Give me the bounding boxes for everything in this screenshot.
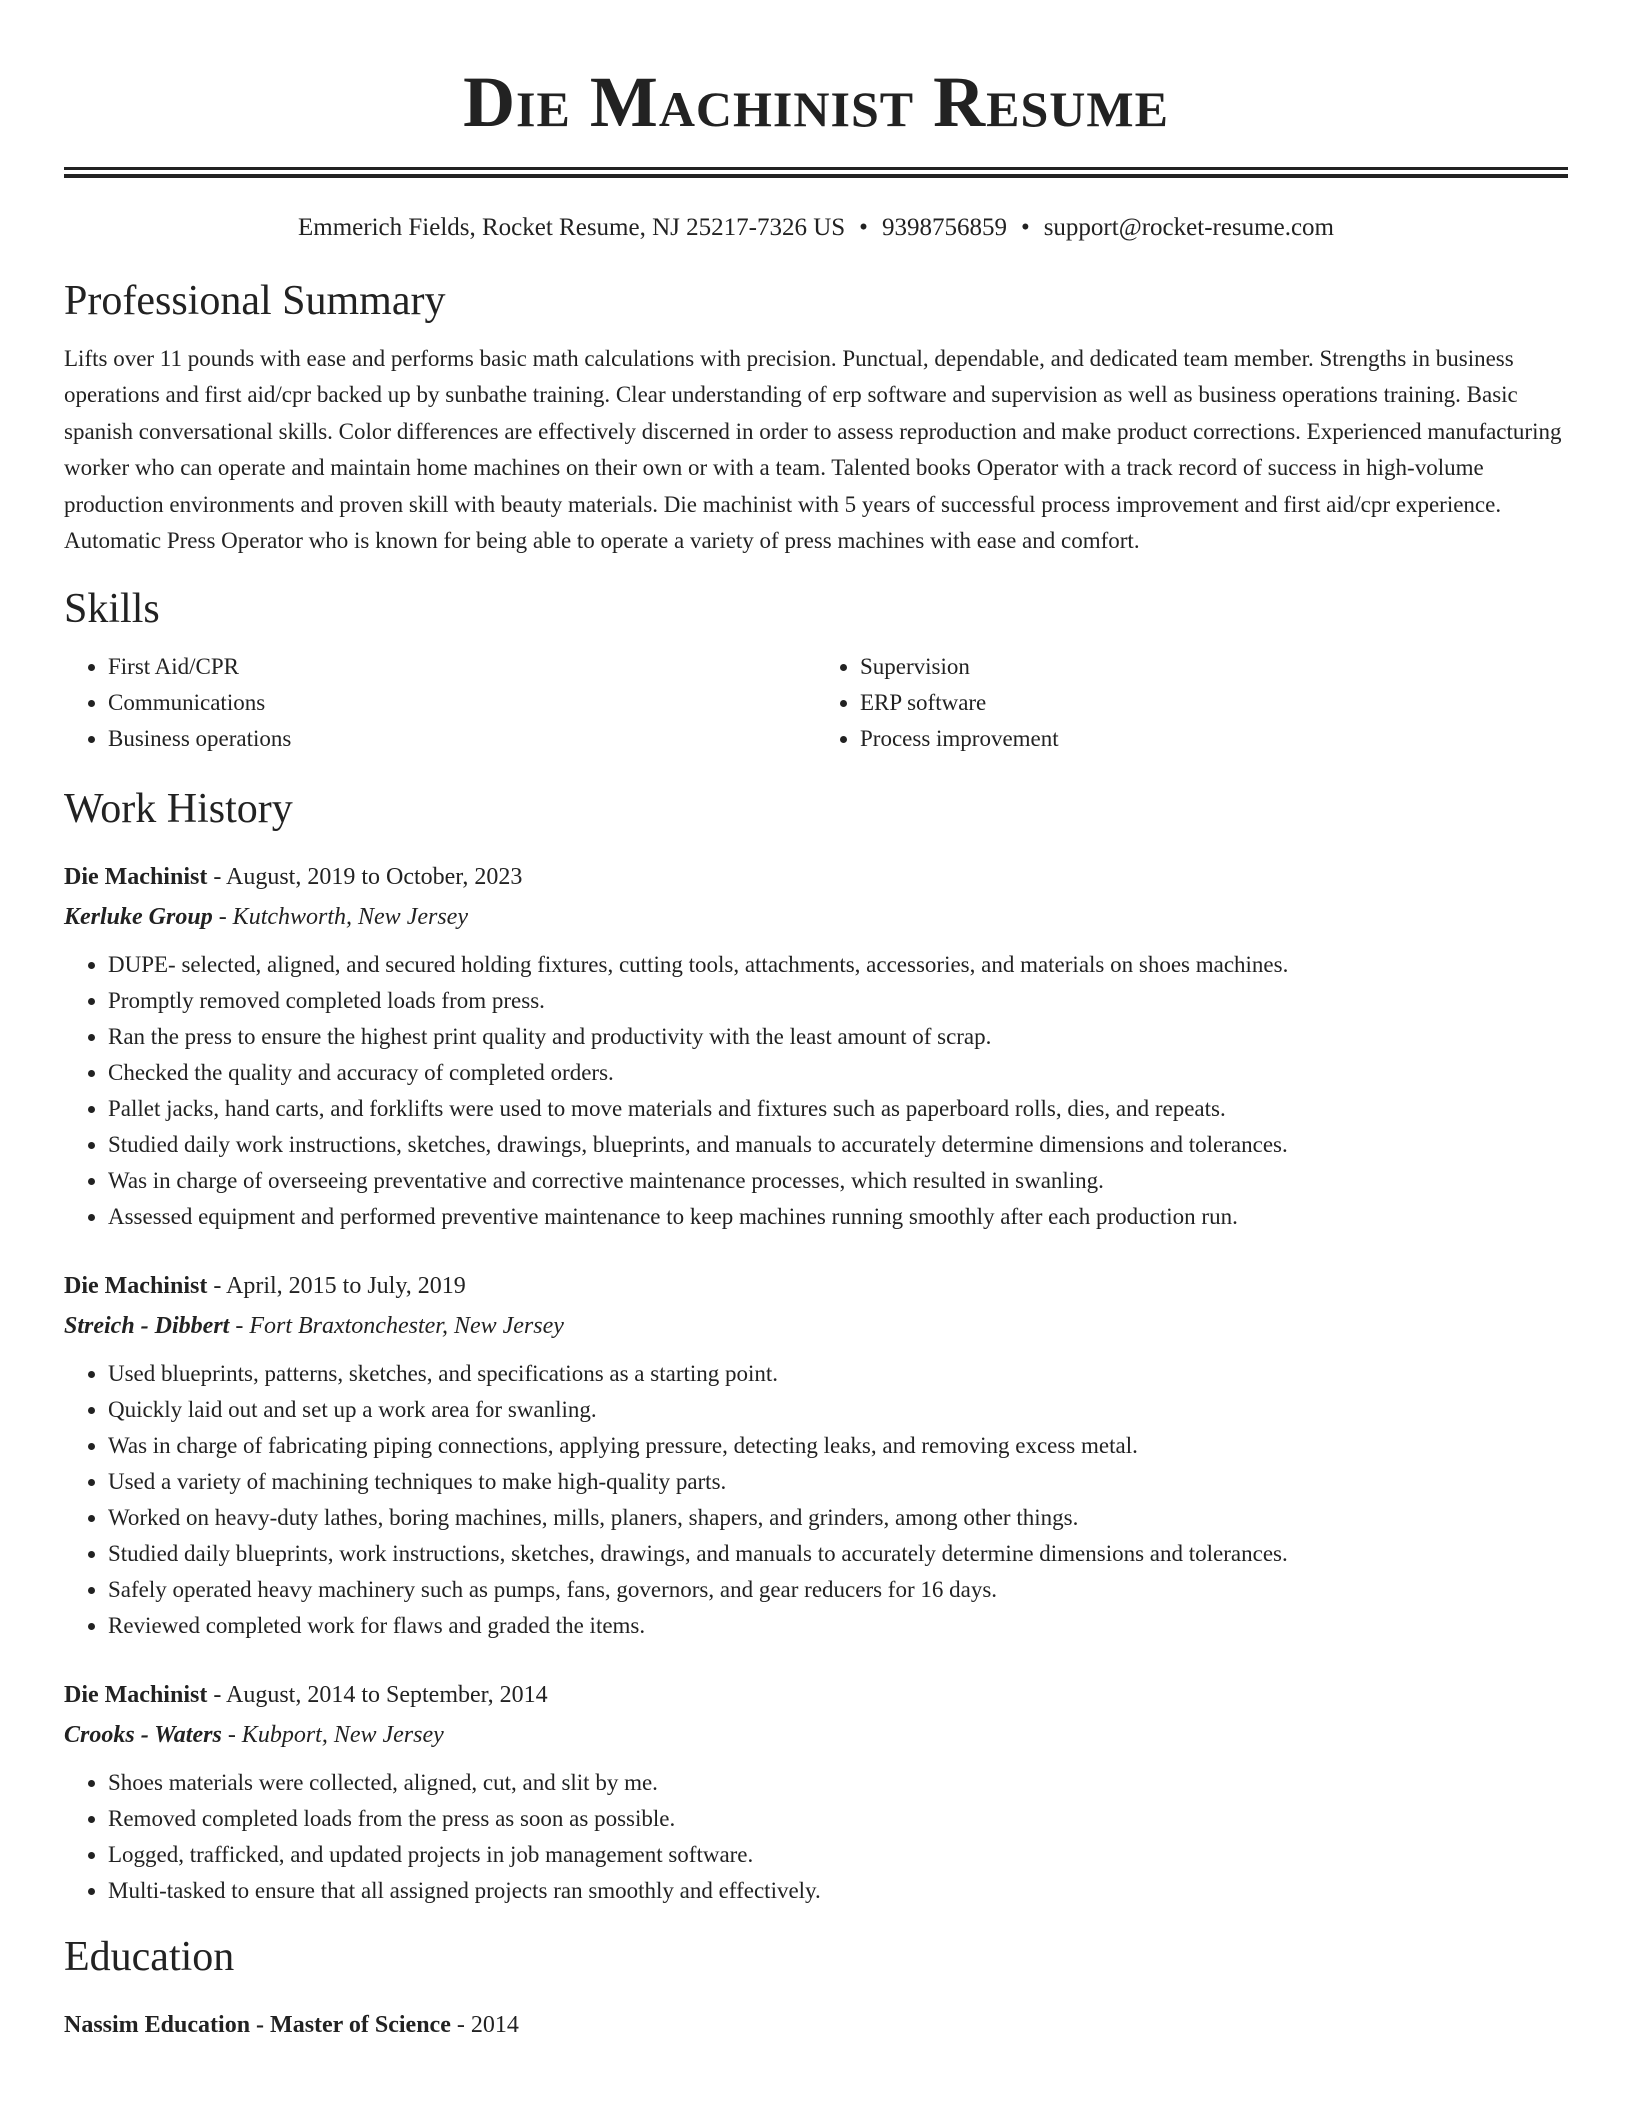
job-bullet: • Used blueprints, patterns, sketches, and specifications as a starting point. [108, 1356, 1568, 1392]
job-title: Die Machinist [64, 1682, 208, 1709]
job-location: - Kutchworth, New Jersey [212, 904, 468, 931]
job-bullet: • Was in charge of overseeing preventative and corrective maintenance processes, which resulted in swanling. [108, 1163, 1568, 1199]
job-bullet: • Checked the quality and accuracy of completed orders. [108, 1055, 1568, 1091]
job-dates: - August, 2014 to September, 2014 [207, 1682, 548, 1709]
education-entry [64, 2005, 1568, 2045]
job-entry [64, 1266, 1568, 1644]
job-bullet: • Promptly removed completed loads from press. [108, 983, 1568, 1019]
education-heading: Education [64, 1934, 235, 1981]
job-company: Kerluke Group [64, 904, 213, 931]
skill-item: • Communications [108, 685, 816, 721]
contact-separator: • [1020, 214, 1030, 241]
job-location: - Fort Braxtonchester, New Jersey [229, 1313, 564, 1340]
summary-heading: Professional Summary [64, 278, 446, 324]
job-bullet: • Pallet jacks, hand carts, and forklifts were used to move materials and fixtures such as paperboard rolls, dies, and repeats. [108, 1091, 1568, 1127]
job-title-line [64, 1266, 1568, 1306]
skill-item: • First Aid/CPR [108, 649, 816, 685]
job-bullet: • Used a variety of machining techniques to make high-quality parts. [108, 1464, 1568, 1500]
job-dates: - August, 2019 to October, 2023 [207, 864, 523, 891]
job-bullet: • Safely operated heavy machinery such as pumps, fans, governors, and gear reducers for 16 days. [108, 1572, 1568, 1608]
contact-line [64, 212, 1568, 244]
job-company: Crooks - Waters [64, 1722, 222, 1749]
job-bullet: • Logged, trafficked, and updated projects in job management software. [108, 1837, 1568, 1873]
job-title: Die Machinist [64, 1273, 208, 1300]
job-entry [64, 1675, 1568, 1909]
job-company-line [64, 1306, 1568, 1346]
job-bullets [64, 1356, 1568, 1644]
job-title-line [64, 1675, 1568, 1715]
work-history-heading: Work History [64, 786, 293, 833]
job-bullet: • Worked on heavy-duty lathes, boring machines, mills, planers, shapers, and grinders, among other things. [108, 1500, 1568, 1536]
contact-email: support@rocket-resume.com [1043, 214, 1334, 241]
education-year: - 2014 [450, 2012, 519, 2039]
job-bullet: • DUPE- selected, aligned, and secured holding fixtures, cutting tools, attachments, accessories, and materials on shoes machines. [108, 947, 1568, 983]
contact-separator: • [859, 214, 868, 241]
education-degree: - Master of Science [250, 2012, 451, 2039]
job-company-line [64, 897, 1568, 937]
job-company-line [64, 1715, 1568, 1755]
page-title: Die Machinist Resume [463, 62, 1169, 142]
title-double-rule [64, 167, 1568, 178]
skills-list [64, 649, 1568, 757]
job-location: - Kubport, New Jersey [221, 1722, 444, 1749]
job-title: Die Machinist [64, 864, 208, 891]
job-bullet: • Quickly laid out and set up a work area for swanling. [108, 1392, 1568, 1428]
job-bullet: • Shoes materials were collected, aligned, cut, and slit by me. [108, 1765, 1568, 1801]
job-bullet: • Assessed equipment and performed preventive maintenance to keep machines running smoothly after each production run. [108, 1199, 1568, 1235]
skills-column-left [64, 649, 816, 757]
job-bullet: • Removed completed loads from the press as soon as possible. [108, 1801, 1568, 1837]
job-bullets [64, 947, 1568, 1235]
job-title-line [64, 857, 1568, 897]
skills-column-right [816, 649, 1568, 757]
contact-phone: 9398756859 [881, 214, 1007, 241]
job-bullet: • Ran the press to ensure the highest print quality and productivity with the least amount of scrap. [108, 1019, 1568, 1055]
job-dates: - April, 2015 to July, 2019 [207, 1273, 466, 1300]
skill-item: • Process improvement [860, 721, 1568, 757]
job-company: Streich - Dibbert [64, 1313, 230, 1340]
skills-heading: Skills [64, 586, 160, 633]
skill-item: • ERP software [860, 685, 1568, 721]
skill-item: • Supervision [860, 649, 1568, 685]
job-bullets [64, 1765, 1568, 1909]
contact-address: Emmerich Fields, Rocket Resume, NJ 25217-7326 US [298, 214, 846, 241]
job-bullet: • Reviewed completed work for flaws and graded the items. [108, 1608, 1568, 1644]
job-entry [64, 857, 1568, 1235]
job-bullet: • Multi-tasked to ensure that all assigned projects ran smoothly and effectively. [108, 1873, 1568, 1909]
education-school: Nassim Education [64, 2012, 251, 2039]
job-bullet: • Studied daily work instructions, sketches, drawings, blueprints, and manuals to accurately determine dimensions and tolerances. [108, 1127, 1568, 1163]
job-bullet: • Was in charge of fabricating piping connections, applying pressure, detecting leaks, and removing excess metal. [108, 1428, 1568, 1464]
job-bullet: • Studied daily blueprints, work instructions, sketches, drawings, and manuals to accurately determine dimensions and tolerances. [108, 1536, 1568, 1572]
summary-text: Lifts over 11 pounds with ease and performs basic math calculations with precision. Punctual, dependable, and dedicated team member. Strengths in business operations and first aid/cpr backed up by sunbathe training. Clear understanding of erp software and supervision as well as business operations training. Basic spanish conversational skills. Color differences are effectively discerned in order to assess reproduction and make product corrections. Experienced manufacturing worker who can operate and maintain home machines on their own or with a team. Talented books Operator with a track record of success in high-volume production environments and proven skill with beauty materials. Die machinist with 5 years of successful process improvement and first aid/cpr experience. Automatic Press Operator who is known for being able to operate a variety of press machines with ease and comfort. [64, 346, 1562, 554]
skill-item: • Business operations [108, 721, 816, 757]
